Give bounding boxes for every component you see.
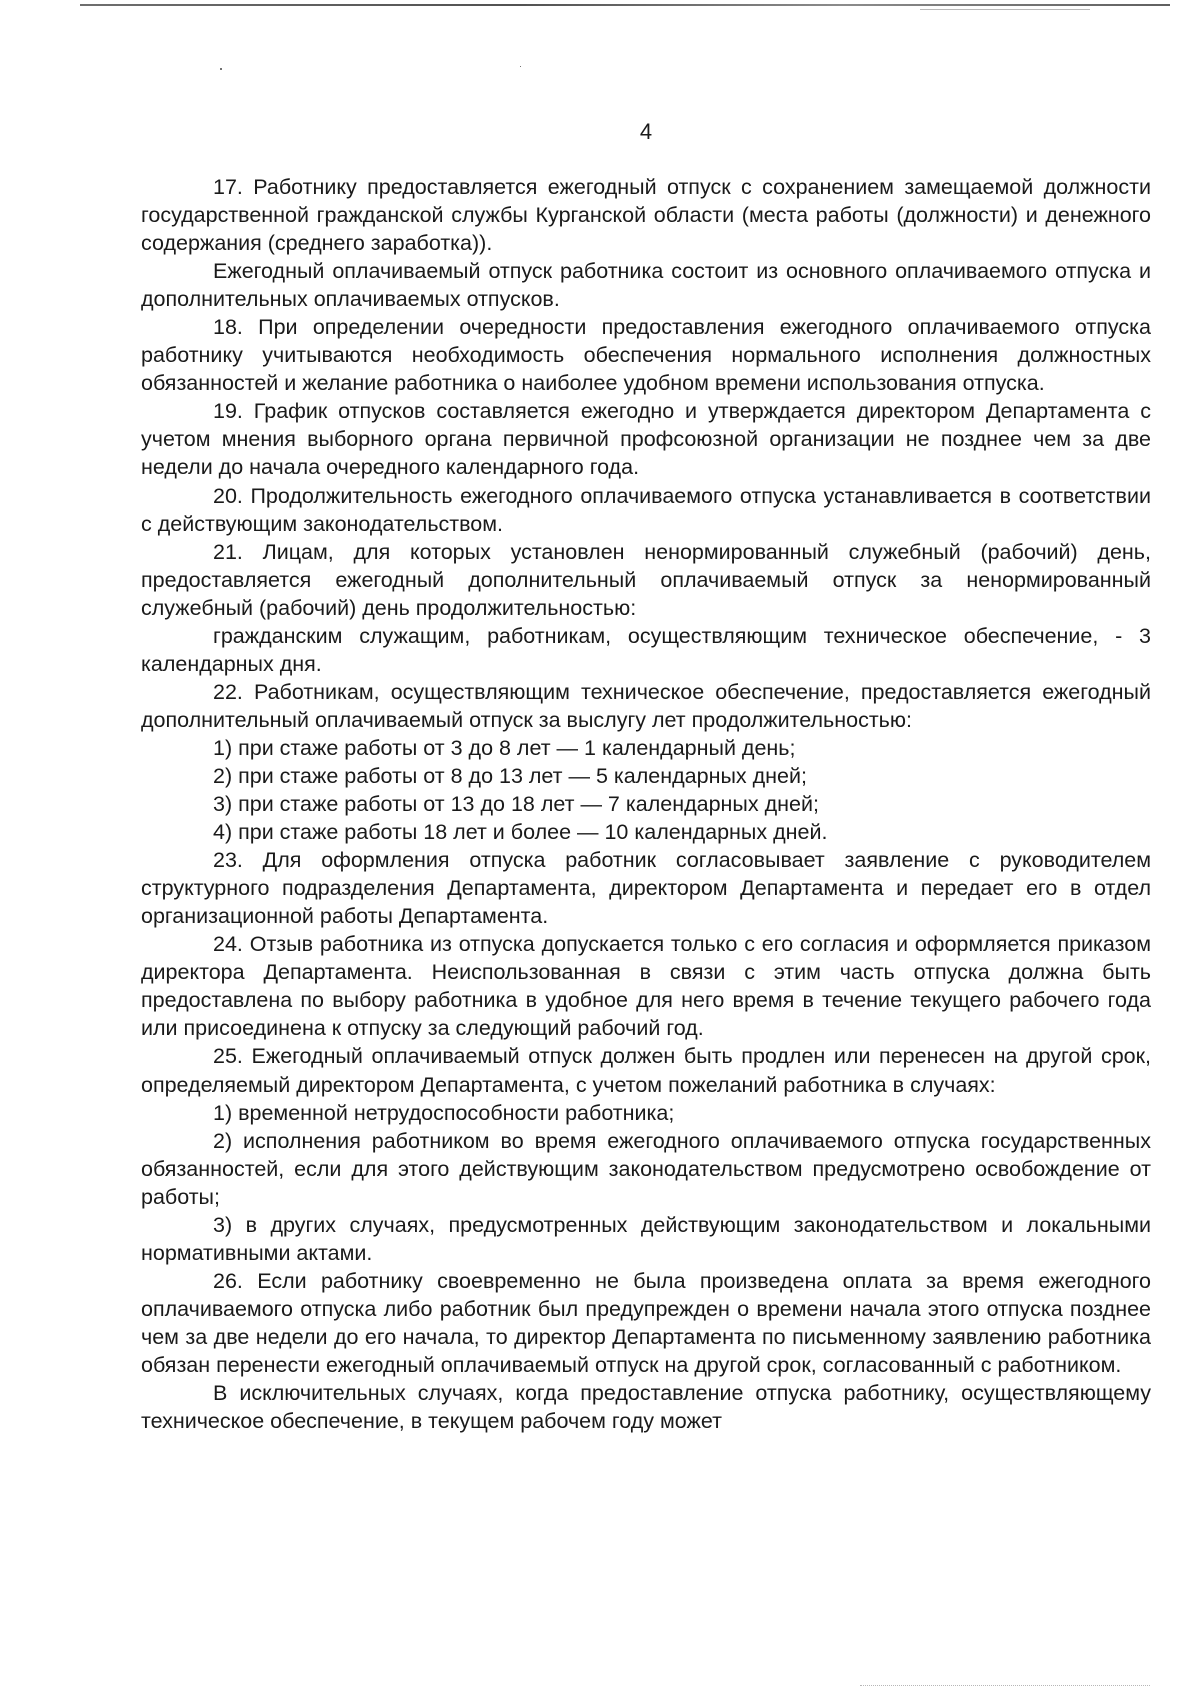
page-number: 4 — [639, 119, 653, 144]
paragraph: 21. Лицам, для которых установлен ненормированный служебный (рабочий) день, предоставляется ежегодный дополнительный оплачиваемый отпуск за ненормированный служебный (рабочий) день продолжительностью: — [141, 539, 1151, 620]
paragraph: 17. Работнику предоставляется ежегодный отпуск с сохранением замещаемой должности государственной гражданской службы Курганской области (места работы (должности) и денежного содержания (среднего заработка)). — [141, 175, 1151, 256]
document-body — [141, 173, 1151, 1435]
paragraph: 25. Ежегодный оплачиваемый отпуск должен быть продлен или перенесен на другой срок, определяемый директором Департамента, с учетом пожеланий работника в случаях: — [141, 1044, 1151, 1097]
list-item: 2) исполнения работником во время ежегодного оплачиваемого отпуска государственных обязанностей, если для этого действующим законодательством предусмотрено освобождение от работы; — [141, 1128, 1151, 1209]
list-item: 1) временной нетрудоспособности работника; — [213, 1100, 675, 1125]
paragraph: гражданским служащим, работникам, осуществляющим техническое обеспечение, - 3 календарных дня. — [141, 623, 1151, 676]
scan-speck — [220, 68, 222, 70]
paragraph: 20. Продолжительность ежегодного оплачиваемого отпуска устанавливается в соответствии с действующим законодательством. — [141, 483, 1151, 536]
scan-edge-bottom — [860, 1684, 1150, 1686]
paragraph: 18. При определении очередности предоставления ежегодного оплачиваемого отпуска работнику учитываются необходимость обеспечения нормального исполнения должностных обязанностей и желание работника о наиболее удобном времени использования отпуска. — [141, 315, 1151, 396]
list-item: 3) при стаже работы от 13 до 18 лет — 7 календарных дней; — [213, 792, 819, 817]
list-item: 4) при стаже работы 18 лет и более — 10 календарных дней. — [213, 820, 828, 845]
list-item: 1) при стаже работы от 3 до 8 лет — 1 календарный день; — [213, 735, 796, 760]
list-item: 2) при стаже работы от 8 до 13 лет — 5 календарных дней; — [213, 763, 807, 788]
paragraph: 19. График отпусков составляется ежегодно и утверждается директором Департамента с учетом мнения выборного органа первичной профсоюзной организации не позднее чем за две недели до начала очередного календарного года. — [141, 399, 1151, 480]
paragraph: 22. Работникам, осуществляющим техническое обеспечение, предоставляется ежегодный дополнительный оплачиваемый отпуск за выслугу лет продолжительностью: — [141, 679, 1151, 732]
paragraph: 26. Если работнику своевременно не была произведена оплата за время ежегодного оплачиваемого отпуска либо работник был предупрежден о времени начала этого отпуска позднее чем за две недели до его начала, то директор Департамента по письменному заявлению работника обязан перенести ежегодный оплачиваемый отпуск на другой срок, согласованный с работником. — [141, 1268, 1151, 1377]
scan-edge-top-secondary — [920, 9, 1090, 10]
paragraph: 24. Отзыв работника из отпуска допускается только с его согласия и оформляется приказом директора Департамента. Неиспользованная в связи с этим часть отпуска должна быть предоставлена по выбору работника в удобное для него время в течение текущего рабочего года или присоединена к отпуску за следующий рабочий год. — [141, 932, 1151, 1041]
scan-speck — [520, 66, 521, 67]
paragraph: В исключительных случаях, когда предоставление отпуска работнику, осуществляющему техническое обеспечение, в текущем рабочем году может — [141, 1381, 1151, 1434]
scan-edge-top — [80, 4, 1170, 6]
paragraph: Ежегодный оплачиваемый отпуск работника состоит из основного оплачиваемого отпуска и дополнительных оплачиваемых отпусков. — [141, 259, 1151, 312]
paragraph: 23. Для оформления отпуска работник согласовывает заявление с руководителем структурного подразделения Департамента, директором Департамента и передает его в отдел организационной работы Департамента. — [141, 848, 1151, 929]
list-item: 3) в других случаях, предусмотренных действующим законодательством и локальными нормативными актами. — [141, 1212, 1151, 1265]
